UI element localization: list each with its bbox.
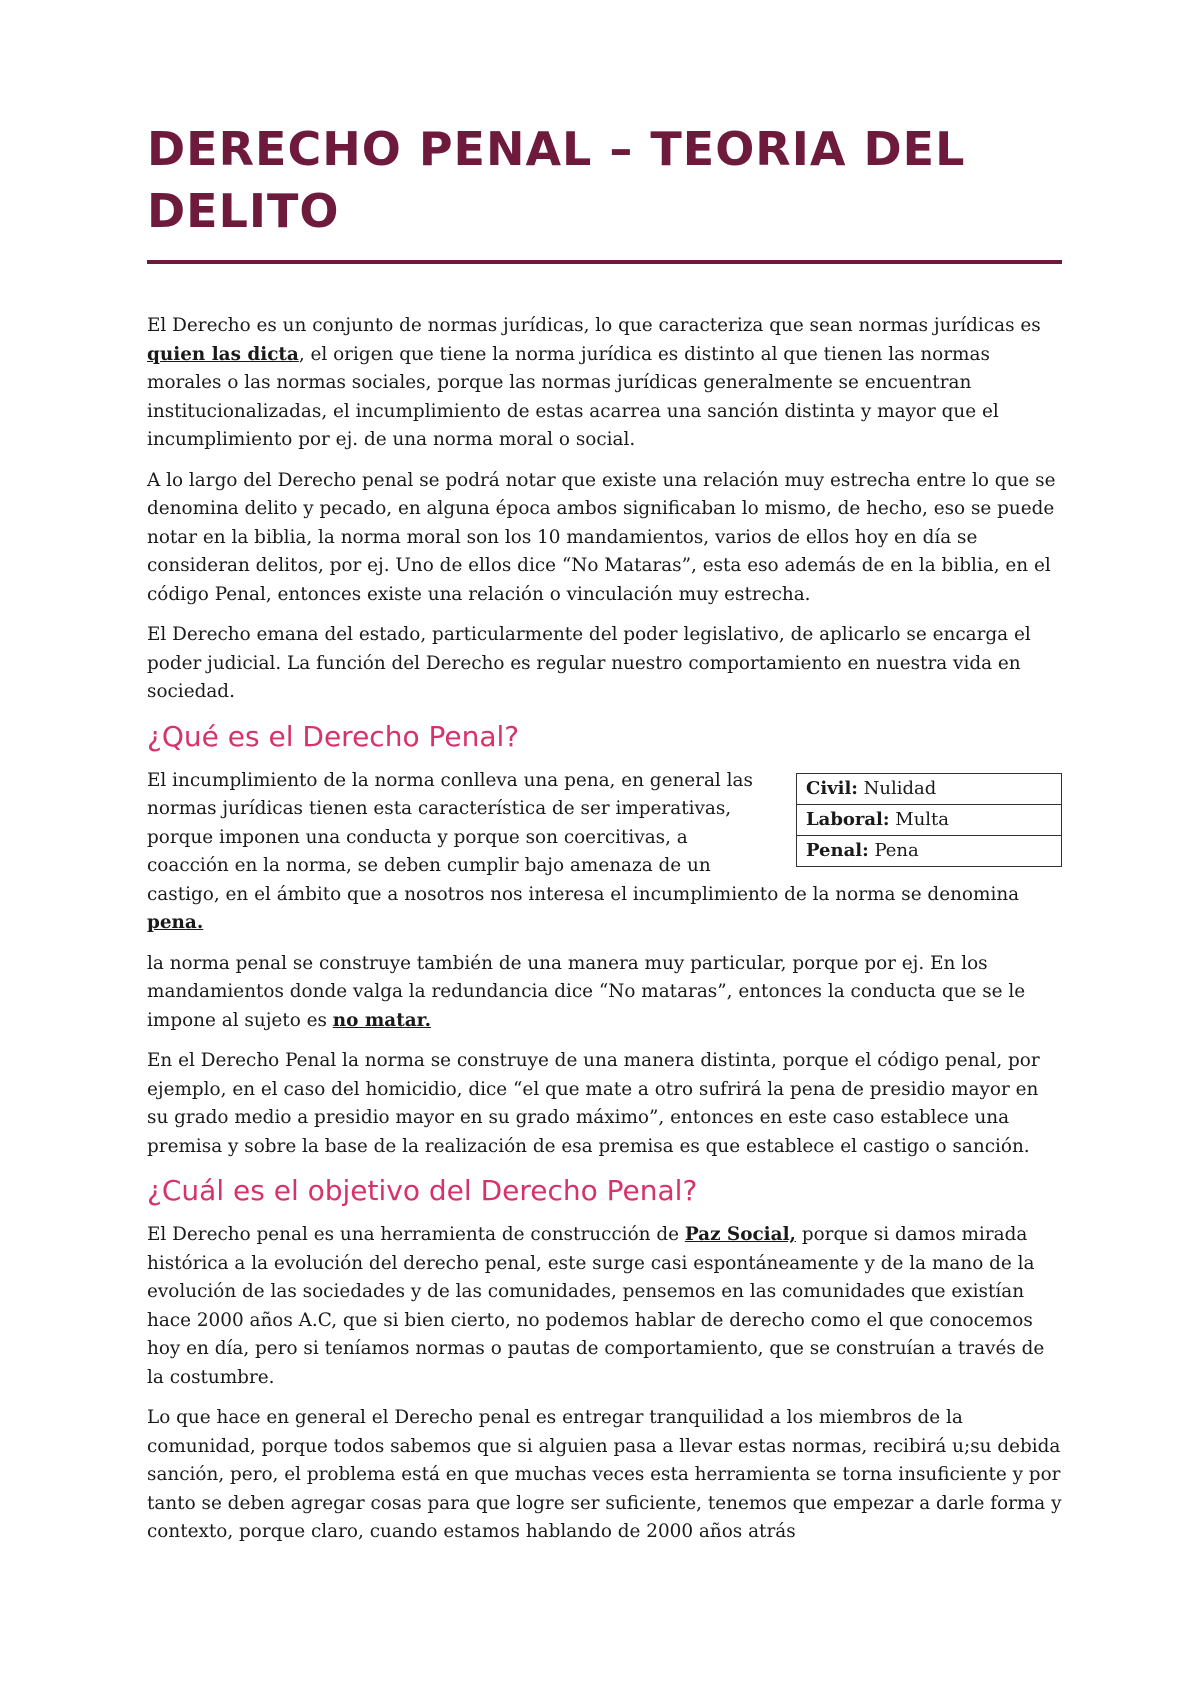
table-cell: Laboral: Multa bbox=[797, 804, 1062, 835]
section2-paragraph-2: Lo que hace en general el Derecho penal es entregar tranquilidad a los miembros de la comunidad, porque todos sabemos que si alguien pasa a llevar estas normas, recibirá u;su debida sanción, pero, el problema está en que muchas veces esta herramienta se torna insuficiente y por tanto se deben agregar cosas para que logre ser suficiente, tenemos que empezar a darle forma y contexto, porque claro, cuando estamos hablando de 2000 años atrás bbox=[147, 1407, 1062, 1542]
title-underline bbox=[147, 260, 1062, 264]
table-row bbox=[797, 773, 1062, 804]
emphasis-pena: pena. bbox=[147, 912, 204, 933]
section-heading-que-es: ¿Qué es el Derecho Penal? bbox=[147, 719, 520, 753]
table-row bbox=[797, 804, 1062, 835]
table-cell: Penal: Pena bbox=[797, 835, 1062, 866]
intro-paragraph-2: A lo largo del Derecho penal se podrá notar que existe una relación muy estrecha entre lo que se denomina delito y pecado, en alguna época ambos significaban lo mismo, de hecho, eso se puede notar en la biblia, la norma moral son los 10 mandamientos, varios de ellos hoy en día se consideran delitos, por ej. Uno de ellos dice “No Mataras”, esta eso además de en la biblia, en el código Penal, entonces existe una relación o vinculación muy estrecha. bbox=[147, 469, 1056, 605]
emphasis-paz-social: Paz Social, bbox=[684, 1224, 796, 1245]
table-cell: Civil: Nulidad bbox=[797, 773, 1062, 804]
section-heading-objetivo: ¿Cuál es el objetivo del Derecho Penal? bbox=[147, 1174, 698, 1207]
section1-paragraph-1: El incumplimiento de la norma conlleva una pena, en general las normas jurídicas tienen esta característica de ser imperativas, porque imponen una conducta y porque son coercitivas, a coacción en la norma, se deben cumplir bajo amenaza de un castigo, en el ámbito que a nosotros nos interesa el incumplimiento de la norma se denomina pena. bbox=[147, 769, 1020, 933]
table-row bbox=[797, 835, 1062, 866]
document-title: DERECHO PENAL – TEORIA DEL DELITO bbox=[147, 122, 966, 238]
document-body bbox=[147, 118, 1062, 1559]
section1-paragraph-3: En el Derecho Penal la norma se construye de una manera distinta, porque el código penal, por ejemplo, en el caso del homicidio, dice “el que mate a otro sufrirá la pena de presidio mayor en su grado medio a presidio mayor en su grado máximo”, entonces en este caso establece una premisa y sobre la base de la realización de esa premisa es que establece el castigo o sanción. bbox=[147, 1050, 1040, 1157]
intro-paragraph-3: El Derecho emana del estado, particularmente del poder legislativo, de aplicarlo se encarga el poder judicial. La función del Derecho es regular nuestro comportamiento en nuestra vida en sociedad. bbox=[147, 624, 1031, 702]
section1-paragraph-2: la norma penal se construye también de una manera muy particular, porque por ej. En los mandamientos donde valga la redundancia dice “No mataras”, entonces la conducta que se le impone al sujeto es no matar. bbox=[147, 952, 1026, 1031]
section2-paragraph-1: El Derecho penal es una herramienta de construcción de Paz Social, porque si damos mirada histórica a la evolución del derecho penal, este surge casi espontáneamente y de la mano de la evolución de las sociedades y de las comunidades, pensemos en las comunidades que existían hace 2000 años A.C, que si bien cierto, no podemos hablar de derecho como el que conocemos hoy en día, pero si teníamos normas o pautas de comportamiento, que se construían a través de la costumbre. bbox=[147, 1224, 1045, 1388]
sanctions-table bbox=[796, 773, 1062, 867]
emphasis-no-matar: no matar. bbox=[332, 1009, 432, 1031]
emphasis-quien-las-dicta: quien las dicta bbox=[147, 343, 299, 365]
intro-paragraph-1: El Derecho es un conjunto de normas jurídicas, lo que caracteriza que sean normas jurídicas es quien las dicta, el origen que tiene la norma jurídica es distinto al que tienen las normas morales o las normas sociales, porque las normas jurídicas generalmente se encuentran institucionalizadas, el incumplimiento de estas acarrea una sanción distinta y mayor que el incumplimiento por ej. de una norma moral o social. bbox=[147, 315, 1041, 450]
